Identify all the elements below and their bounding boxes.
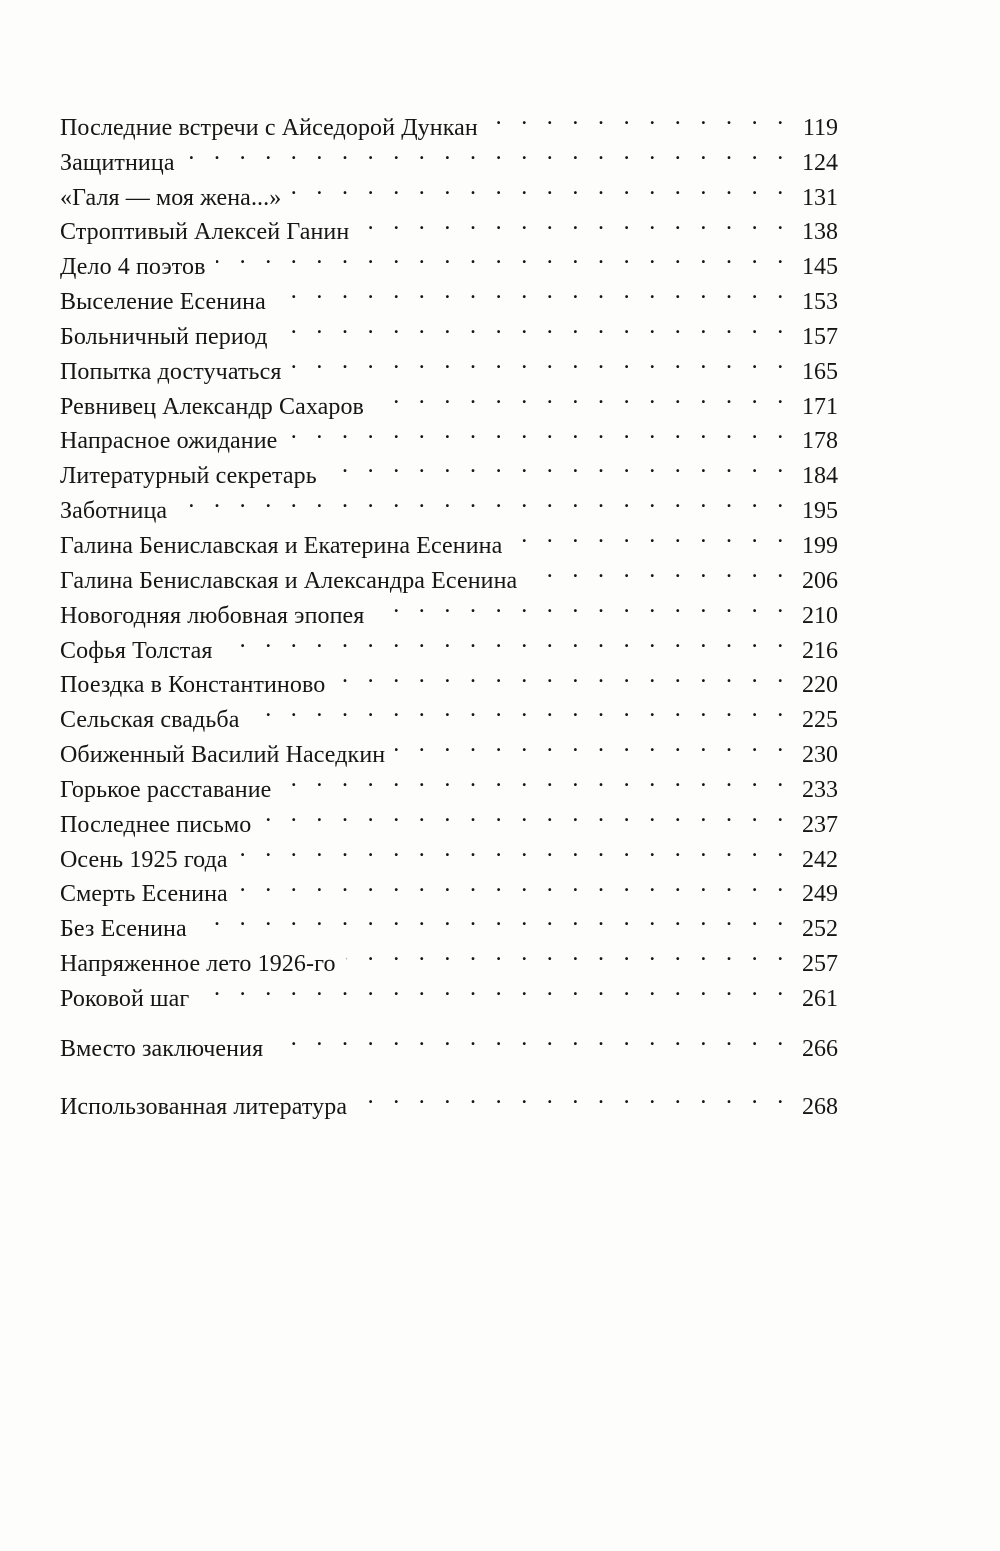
toc-entry-title: Осень 1925 года (60, 846, 228, 873)
toc-entry-page: 233 (802, 776, 838, 803)
dot-leader (278, 309, 790, 344)
dot-leader (216, 239, 790, 274)
toc-entry-page: 119 (802, 114, 838, 141)
table-of-contents (60, 100, 838, 1120)
dot-leader (197, 901, 790, 936)
toc-entry-page: 230 (802, 742, 838, 769)
dot-leader (291, 170, 790, 205)
toc-entry-page: 206 (802, 567, 838, 594)
dot-leader (512, 518, 790, 553)
dot-leader (273, 1021, 790, 1056)
toc-entry-page: 138 (802, 219, 838, 246)
toc-entry-title: Заботница (60, 498, 168, 525)
toc-entry (60, 1021, 838, 1062)
toc-entry-page: 249 (802, 881, 838, 908)
dot-leader (374, 588, 790, 623)
dot-leader (222, 623, 790, 658)
toc-entry-title: Ревнивец Александр Сахаров (60, 393, 364, 420)
toc-entry-page: 153 (802, 289, 838, 316)
toc-entry-title: Сельская свадьба (60, 707, 240, 734)
toc-entry (60, 518, 838, 559)
toc-entry-title: Напряженное лето 1926-го (60, 951, 336, 978)
toc-entry-title: Обиженный Василий Наседкин (60, 742, 386, 769)
toc-entry-title: Дело 4 поэтов (60, 254, 206, 281)
dot-leader (395, 727, 790, 762)
dot-leader (327, 448, 790, 483)
dot-leader (249, 692, 790, 727)
dot-leader (488, 100, 790, 135)
toc-entry-title: «Галя — моя жена...» (60, 184, 282, 211)
toc-entry (60, 100, 838, 141)
toc-entry-page: 145 (802, 254, 838, 281)
dot-leader (238, 832, 790, 867)
toc-entry-page: 171 (802, 393, 838, 420)
dot-leader (199, 971, 790, 1006)
toc-entry-page: 257 (802, 951, 838, 978)
toc-entry-title: Поездка в Константиново (60, 672, 326, 699)
toc-entry-page: 210 (802, 602, 838, 629)
dot-leader (374, 379, 790, 414)
toc-entry-title: Защитница (60, 149, 175, 176)
toc-entry-page: 261 (802, 985, 838, 1012)
toc-entry-title: Софья Толстая (60, 637, 213, 664)
dot-leader (346, 936, 790, 971)
dot-leader (335, 658, 790, 693)
toc-entry-title: Горькое расставание (60, 776, 272, 803)
toc-entry-title: Смерть Есенина (60, 881, 228, 908)
toc-entry-page: 195 (802, 498, 838, 525)
toc-entry-page: 225 (802, 707, 838, 734)
dot-leader (238, 867, 790, 902)
toc-entry-title: Использованная литература (60, 1093, 348, 1120)
dot-leader (359, 205, 790, 240)
toc-entry (60, 483, 838, 525)
toc-entry-page: 266 (802, 1035, 838, 1062)
toc-entry (60, 170, 838, 211)
toc-entry-page: 268 (802, 1093, 838, 1120)
toc-entry-page: 199 (802, 532, 838, 559)
toc-entry-page: 157 (802, 323, 838, 350)
toc-entry-title: Выселение Есенина (60, 289, 266, 316)
toc-entry-title: Больничный период (60, 323, 268, 350)
dot-leader (527, 553, 790, 588)
toc-entry-title: Вместо заключения (60, 1035, 264, 1062)
dot-leader (357, 1079, 790, 1114)
dot-leader (281, 762, 790, 797)
dot-leader (292, 344, 791, 379)
toc-entry-title: Строптивый Алексей Ганин (60, 219, 350, 246)
dot-leader (287, 414, 790, 449)
toc-entry-page: 252 (802, 916, 838, 943)
toc-entry-page: 237 (802, 811, 838, 838)
toc-entry-title: Попытка достучаться (60, 358, 282, 385)
toc-entry-page: 165 (802, 358, 838, 385)
toc-entry-page: 131 (802, 184, 838, 211)
toc-entry-page: 220 (802, 672, 838, 699)
toc-entry-title: Новогодняя любовная эпопея (60, 602, 365, 629)
toc-entry (60, 1079, 838, 1120)
toc-entry-title: Галина Бениславская и Александра Есенина (60, 567, 518, 594)
dot-leader (276, 274, 790, 309)
toc-entry-page: 184 (802, 463, 838, 490)
toc-entry-title: Роковой шаг (60, 985, 190, 1012)
dot-leader (185, 135, 790, 170)
dot-leader (261, 797, 790, 832)
dot-leader (177, 483, 790, 518)
toc-entry-page: 242 (802, 846, 838, 873)
toc-entry-title: Литературный секретарь (60, 463, 317, 490)
toc-entry-title: Последние встречи с Айседорой Дункан (60, 114, 478, 141)
toc-entry-title: Галина Бениславская и Екатерина Есенина (60, 532, 503, 559)
toc-entry-title: Последнее письмо (60, 811, 252, 838)
toc-entry-title: Напрасное ожидание (60, 428, 278, 455)
toc-entry-title: Без Есенина (60, 916, 187, 943)
toc-entry-page: 124 (802, 149, 838, 176)
toc-entry-page: 216 (802, 637, 838, 664)
toc-entry-page: 178 (802, 428, 838, 455)
